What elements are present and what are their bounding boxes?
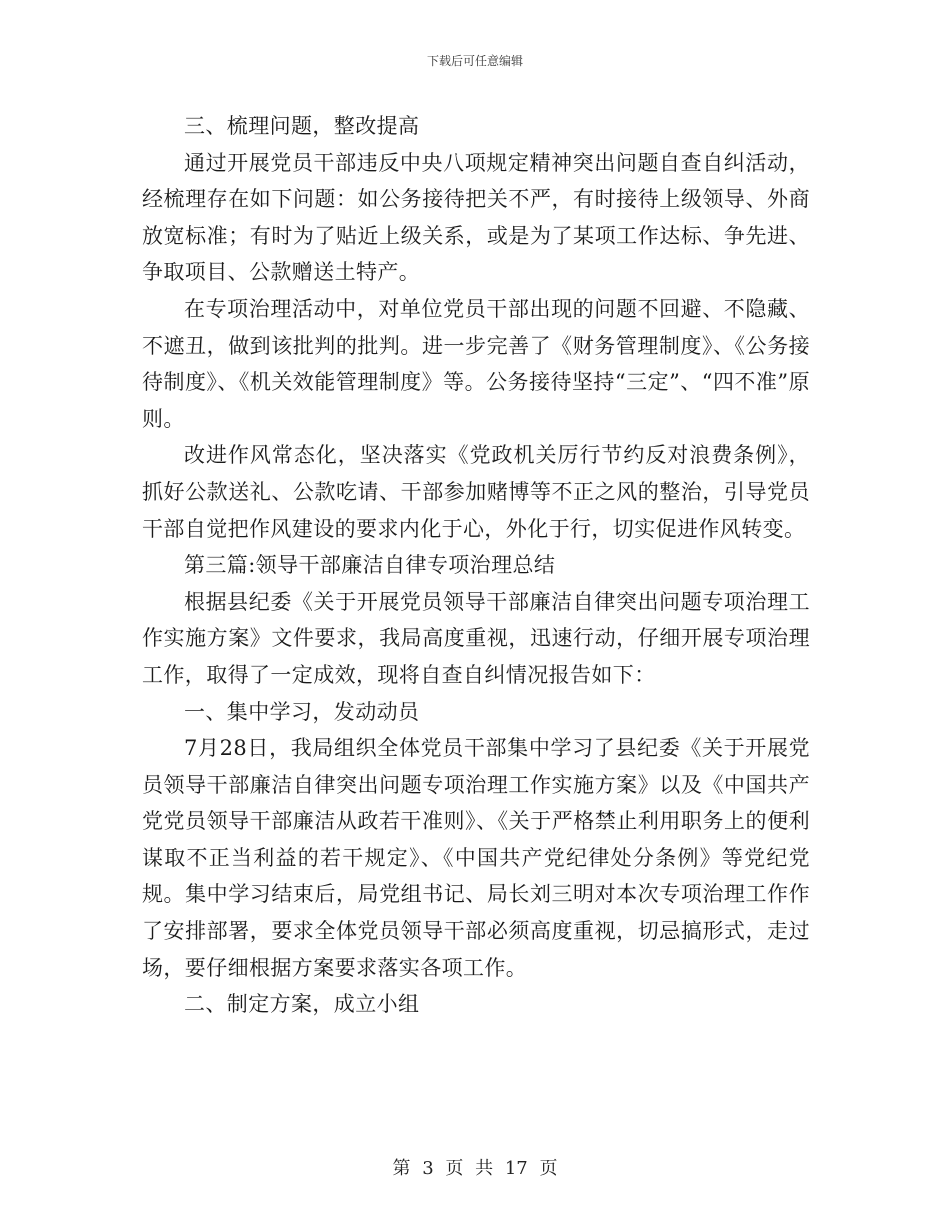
page-header: 下载后可任意编辑 <box>426 54 523 68</box>
section-heading-3: 三、梳理问题，整改提高 <box>184 114 420 138</box>
document-body <box>142 108 810 1023</box>
paragraph-study: 7月28日，我局组织全体党员干部集中学习了县纪委《关于开展党员领导干部廉洁自律突出问题专项治理工作实施方案》以及《中国共产党党员领导干部廉洁从政若干准则》、《关于严格禁止利用职务上的便利谋取不正当利益的若干规定》、《中国共产党纪律处分条例》等党纪党规。集中学习结束后，局党组书记、局长刘三明对本次专项治理工作作了安排部署，要求全体党员领导干部必须高度重视，切忌搞形式，走过场，要仔细根据方案要求落实各项工作。 <box>142 736 810 980</box>
paragraph-intro: 根据县纪委《关于开展党员领导干部廉洁自律突出问题专项治理工作实施方案》文件要求，我局高度重视，迅速行动，仔细开展专项治理工作，取得了一定成效，现将自查自纠情况报告如下： <box>142 589 810 687</box>
paragraph-rectification: 在专项治理活动中，对单位党员干部出现的问题不回避、不隐藏、不遮丑，做到该批判的批判。进一步完善了《财务管理制度》、《公务接待制度》、《机关效能管理制度》等。公务接待坚持“三定”、“四不准”原则。 <box>142 296 810 431</box>
paragraph-problems: 通过开展党员干部违反中央八项规定精神突出问题自查自纠活动，经梳理存在如下问题：如公务接待把关不严，有时接待上级领导、外商放宽标准；有时为了贴近上级关系，或是为了某项工作达标、争先进、争取项目、公款赠送土特产。 <box>142 150 810 285</box>
section-heading-2: 二、制定方案，成立小组 <box>184 992 420 1017</box>
article-title: 第三篇:领导干部廉洁自律专项治理总结 <box>184 553 556 578</box>
section-heading-1: 一、集中学习，发动动员 <box>184 699 420 724</box>
paragraph-style-improvement: 改进作风常态化，坚决落实《党政机关厉行节约反对浪费条例》，抓好公款送礼、公款吃请、干部参加赌博等不正之风的整治，引导党员干部自觉把作风建设的要求内化于心，外化于行，切实促进作风转变。 <box>142 443 810 541</box>
page-number: 第 3 页 共 17 页 <box>392 1158 558 1179</box>
